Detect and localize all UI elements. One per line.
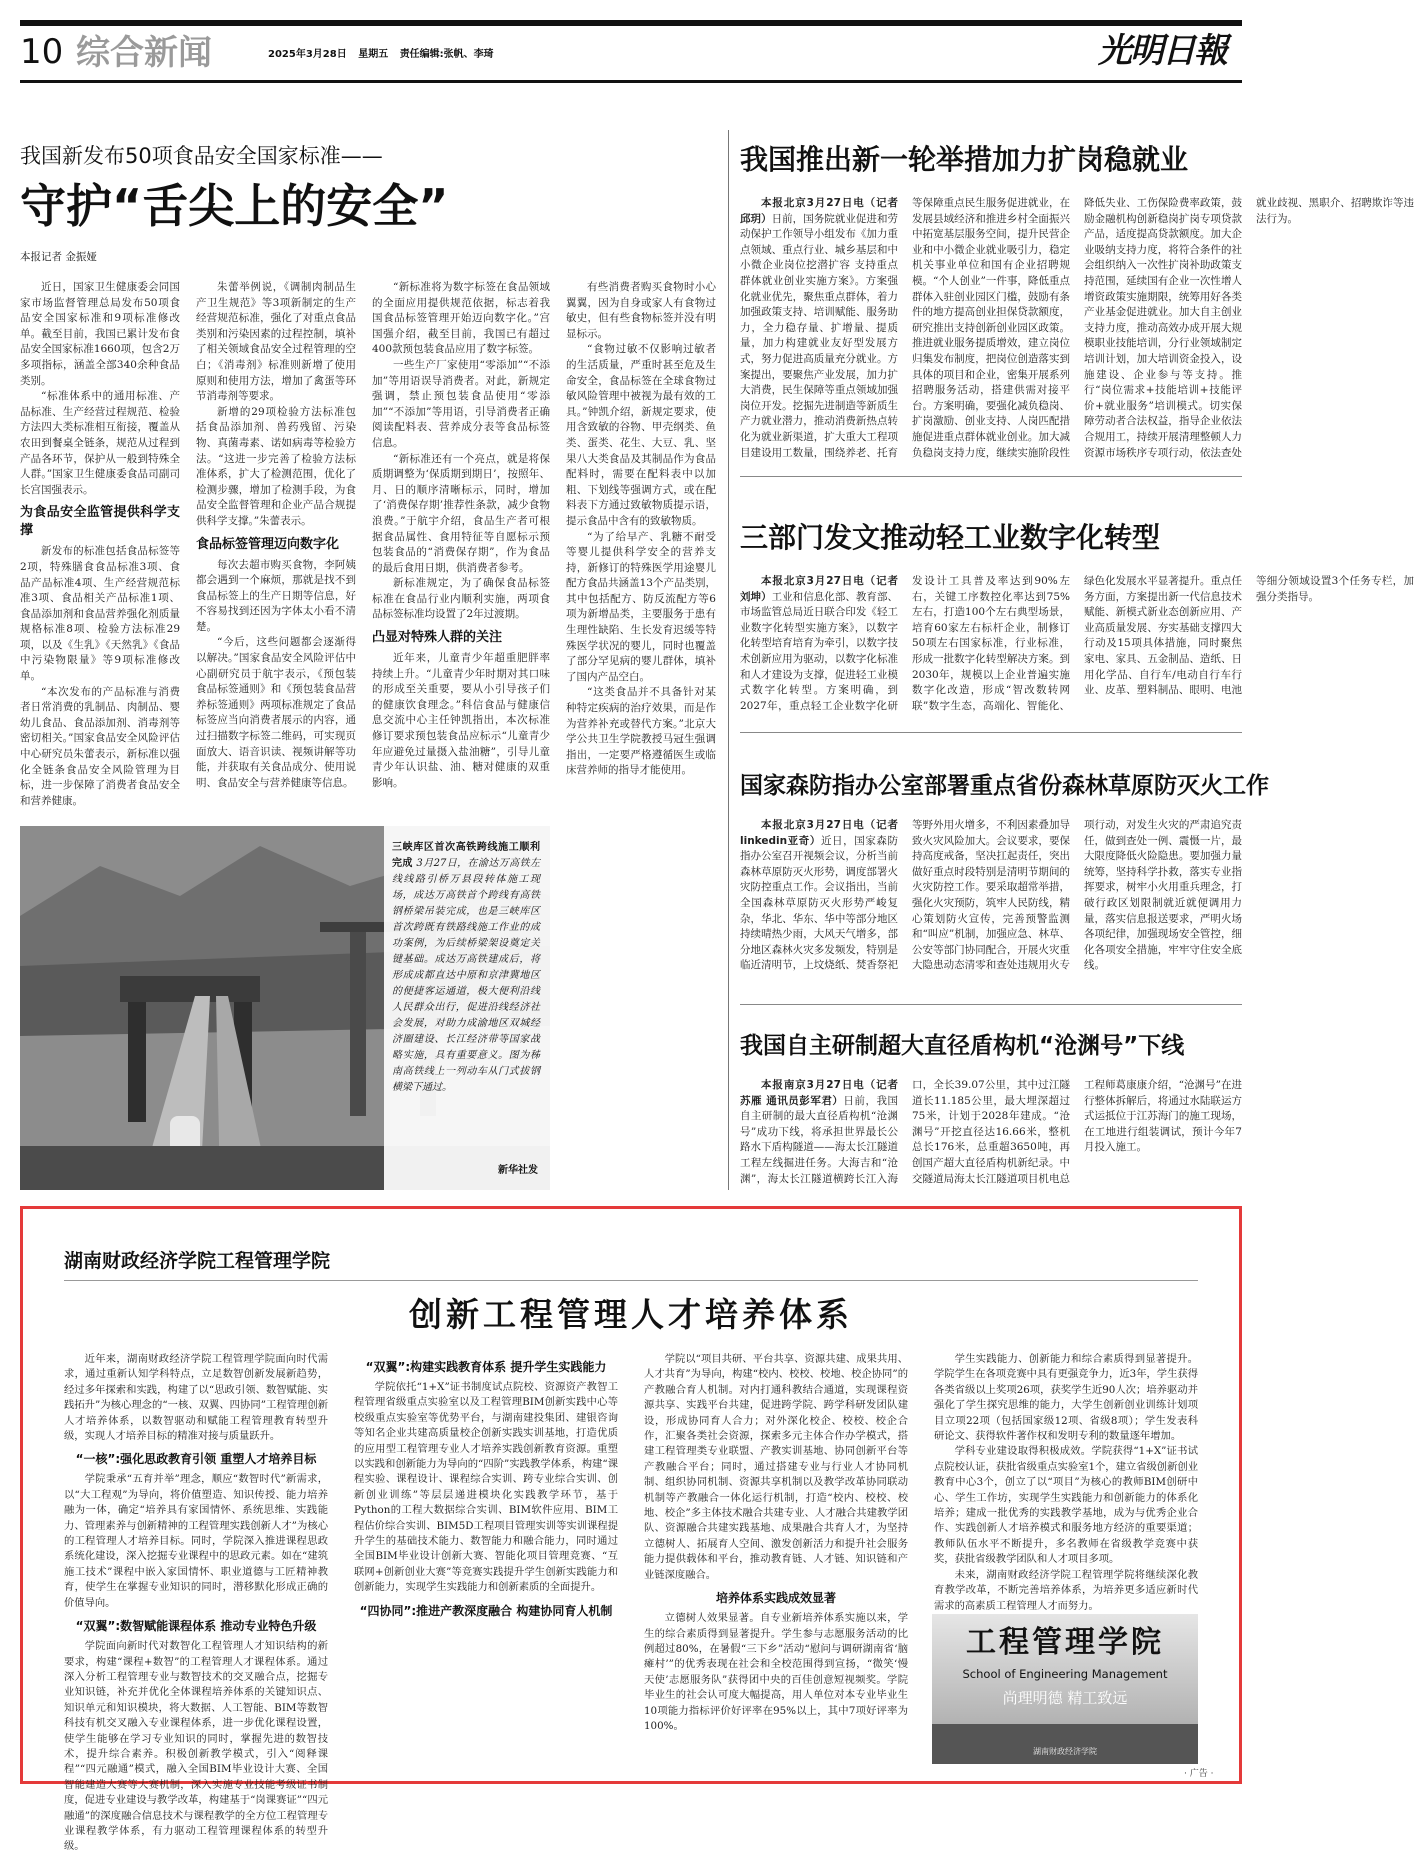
photo-caption-title: 三峡库区首次高铁跨线施工顺利完成: [392, 842, 540, 869]
article-body-employment: [740, 196, 1414, 466]
issue-info: [268, 48, 494, 62]
ad-paragraph: 立德树人效果显著。自专业新培养体系实施以来，学生的综合素质得到显著提升。学生参与志愿服务活动的比例超过80%，在暑假“三下乡”活动“慰问与调研湖南省‘脑瘫村’”的优秀表现在社会和全校范围得到宣扬，“微笑‘慢天使’志愿服务队”获得团中央的百佳创意短视频奖。学院毕业生的社会认可度大幅提高，用人单位对本专业毕业生10项能力指标评价好评率在95%以上，其中7项好评率为100%。: [644, 1612, 908, 1732]
ad-subhead: 培养体系实践成效显著: [715, 1591, 836, 1606]
logo-motto: 尚理明德 精工致远: [1002, 1689, 1128, 1707]
top-rule: [20, 20, 1242, 26]
lead-kicker: 我国新发布50项食品安全国家标准——: [20, 144, 383, 168]
ad-paragraph: 学科专业建设取得积极成效。学院获得“1+X”证书试点院校认证，获批省级重点实验室1个，建立省级创新创业教育中心3个，创立了以“项目”为核心的教师BIM创研中心、学生工作坊，实现学生实践能力和创新能力的体系化培养；建成一批优秀的实践教学基地，成为与优秀企业合作、实践创新人才培养模式和服务地方经济的重要渠道；教师队伍水平不断提升，多名教师在省级教学竞赛中获奖，获批省级教学团队和人才项目多项。: [934, 1445, 1198, 1566]
article-body-forestfire: [740, 818, 1242, 994]
article-dateline: 本报北京3月27日电（记者linkedin亚奇）: [740, 819, 898, 847]
lead-body: [20, 280, 550, 807]
masthead-rule: [20, 80, 1242, 83]
lead-paragraph: “新标准还有一个亮点，就是将保质期调整为‘保质期到期日’，按照年、月、日的顺序清晰标示，同时，增加了‘消费保存期’推荐性条款，减少食物浪费。”于航宇介绍，食品生产者可根据食品属性、食用特征等自愿标示预包装食品的“消费保存期”，作为食品的最后食用日期，供消费者参考。: [372, 452, 550, 574]
lead-paragraph: 有些消费者购买食物时小心翼翼，因为自身或家人有食物过敏史，但有些食物标签并没有明显标示。: [566, 281, 716, 340]
ad-subhead: “双翼”:数智赋能课程体系 推动专业特色升级: [75, 1619, 317, 1634]
article-text: 日前，我国自主研制的最大直径盾构机“沧渊号”成功下线，将承担世界最长公路水下盾构隧道——海太长江隧道工程左线掘进任务。大海吉和“沧渊”，海太长江隧道横跨长江入海口，全长39.07公里，其中过江隧道长11.185公里，最大埋深超过75米，计划于2028年建成。“沧渊号”开挖直径达16.66米，整机总长176米，总重超3650吨，再创国产超大直径盾构机新纪录。中交隧道局海太长江隧道项目机电总工程师葛康康介绍，“沧渊号”在进行整体拆解后，将通过水陆联运方式运抵位于江苏海门的施工现场，在工地进行组装调试，预计今年7月投入施工。: [740, 1079, 1242, 1185]
lead-paragraph: “食物过敏不仅影响过敏者的生活质量，严重时甚至危及生命安全，食品标签在全球食物过敏风险管理中被视为最有效的工具。”钟凯介绍，新规定要求，使用含致敏的谷物、甲壳纲类、鱼类、蛋类、花生、大豆、乳、坚果八大类食品及其制品作为食品配料时，需要在配料表中以加粗、下划线等强调方式，或在配料表下方通过致敏物质提示语，提示食品中含有的致敏物质。: [566, 343, 716, 527]
lead-paragraph: 新增的29项检验方法标准包括食品添加剂、兽药残留、污染物、真菌毒素、诺如病毒等检验方法。“这进一步完善了检验方法标准体系，扩大了检测范围，优化了检测步骤，增加了检测手段，为食品安全监督管理和企业产品合规提供科学支撑。”朱蕾表示。: [196, 405, 356, 527]
news-photo: [20, 826, 550, 1190]
lead-paragraph: 朱蕾举例说，《调制肉制品生产卫生规范》等3项新制定的生产经营规范标准，强化了对重点食品类别和污染因素的过程控制，填补了相关领域食品安全过程管理的空白；《消毒剂》标准则新增了使用原则和使用方法，增加了禽蛋等环节消毒剂等要求。: [196, 281, 356, 403]
lead-paragraph: 新发布的标准包括食品标签等2项，特殊膳食食品标准3项、食品产品标准4项、生产经营规范标准3项、食品相关产品标准1项、食品添加剂和食品营养强化剂质量规格标准8项、检验方法标准29项，以及《生乳》《天然乳》《食品中污染物限量》等9项标准修改单。: [20, 545, 180, 683]
lead-paragraph: 近年来，儿童青少年超重肥胖率持续上升。“儿童青少年时期对其口味的形成至关重要，要从小引导孩子们的健康饮食理念。”科信食品与健康信息交流中心主任钟凯指出，本次标准修订要求预包装食品应标示“儿童青少年应避免过量摄入盐油糖”，引导儿童青少年认识盐、油、糖对健康的双重影响。: [372, 652, 550, 789]
issue-editors: 责任编辑:张帆、李琦: [399, 49, 494, 60]
lead-paragraph: 每次去超市购买食物，李阿姨都会遇到一个麻烦，那就是找不到食品标签上的生产日期等信息，好不容易找到还因为字体太小看不清楚。: [196, 558, 356, 633]
article-title-employment: 我国推出新一轮举措加力扩岗稳就业: [740, 143, 1189, 176]
lead-col-1: [20, 280, 180, 807]
article-divider: [740, 732, 1242, 733]
article-text: 日前，国务院就业促进和劳动保护工作领导小组发布《加力重点领域、重点行业、城乡基层和中小微企业岗位挖潜扩容 支持重点群体就业创业实施方案》。方案强化就业优先，聚焦重点群体，着力加强政策支持、培训赋能、服务助力，全力稳存量、扩增量、提质量，加力构建就业友好型发展方式，努力促进高质量充分就业。方案提出，要聚焦产业发展，加力扩大消费，民生保障等重点领域加强岗位开发。挖掘先进制造等新质生产力就业潜力，推动消费新热点转化为就业新渠道，扩大重大工程项目建设用工数量，围绕养老、托育等保障重点民生服务促进就业，在发展县域经济和推进乡村全面振兴中拓宽基层服务空间，提升民营企业和中小微企业就业吸引力，稳定机关事业单位和国有企业招聘规模。“个人创业”一件事，降低重点群体入驻创业园区门槛，鼓励有条件的地方提高创业担保贷款额度，研究推出支持创新创业园区政策。推进就业服务提质增效，建立岗位归集发布制度，把岗位创造落实到具体的项目和企业，密集开展系列招聘服务活动，搭建供需对接平台。方案明确，要强化减负稳岗、扩岗激励、创业支持、人岗匹配措施促进重点群体就业创业。加大减负稳岗支持力度，继续实施阶段性降低失业、工伤保险费率政策，鼓励金融机构创新稳岗扩岗专项贷款产品，适度提高贷款额度。加大企业吸纳支持力度，将符合条件的社会组织纳入一次性扩岗补助政策支持范围，延续国有企业一次性增人增资政策实施期限，统筹用好各类产业基金促进就业。加大自主创业支持力度，推动高效办成开展大规模职业技能培训，分行业领域制定培训计划，加大培训资金投入，设施建设、企业参与等支持。推行“岗位需求+技能培训+技能评价+就业服务”培训模式。切实保障劳动者合法权益，指导企业依法合规用工，持续开展清理整顿人力资源市场秩序专项行动，依法查处就业歧视、黑职介、招聘欺诈等违法行为。: [740, 197, 1414, 459]
article-title-lightindustry: 三部门发文推动轻工业数字化转型: [740, 521, 1161, 554]
column-divider: [728, 130, 729, 1190]
page-number: 10: [20, 32, 64, 72]
issue-date: 2025年3月28日: [268, 49, 347, 60]
article-dateline: 本报南京3月27日电（记者苏雁 通讯员彭军君）: [740, 1079, 898, 1107]
lead-subhead: 食品标签管理迈向数字化: [196, 536, 340, 552]
section-name: 综合新闻: [76, 33, 212, 73]
article-text: 工业和信息化部、教育部、市场监管总局近日联合印发《轻工业数字化转型实施方案》，以数字化转型培育培育为牵引，以数字技术创新应用为驱动，以数字化标准和人才建设为支撑，促进轻工业模式数字化转型。方案明确，到2027年，重点轻工企业数字化研发设计工具普及率达到90%左右，关键工序数控化率达到75%左右，打造100个左右典型场景，培育60家左右标杆企业，制修订50项左右国家标准，行业标准，形成一批数字化转型解决方案。到2030年，规模以上企业普遍实施数字化改造，形成“智改数转网联”数字生态，高端化、智能化、绿色化发展水平显著提升。重点任务方面，方案提出新一代信息技术赋能、新模式新业态创新应用、产业高质量发展、夯实基础支撑四大行动及15项具体措施，同时聚焦家电、家具、五金制品、造纸、日用化学品、自行车/电动自行车行业、皮革、塑料制品、眼明、电池等细分领域设置3个任务专栏，加强分类指导。: [740, 575, 1414, 712]
ad-col-3: [644, 1352, 908, 1764]
ad-mark: · 广告 ·: [1184, 1769, 1214, 1779]
article-title-tbm: 我国自主研制超大直径盾构机“沧渊号”下线: [740, 1033, 1185, 1059]
article-divider: [740, 1004, 1242, 1005]
lead-paragraph: “新标准将为数字标签在食品领域的全面应用提供规范依据，标志着我国食品标签管理开始迈向数字化。”宫国强介绍，截至目前，我国已有超过400款预包装食品应用了数字标签。: [372, 281, 550, 356]
ad-subhead: “一核”:强化思政教育引领 重塑人才培养目标: [75, 1452, 317, 1467]
lead-title: 守护“舌尖上的安全”: [20, 179, 449, 233]
ad-col-2: [354, 1352, 618, 1764]
lead-paragraph: “这类食品并不具备针对某种特定疾病的治疗效果，而是作为营养补充或替代方案。”北京大学公共卫生学院教授马冠生强调指出，一定要严格遵循医生或临床营养师的指导才能使用。: [566, 686, 716, 777]
issue-weekday: 星期五: [358, 49, 389, 60]
lead-subhead: 为食品安全监管提供科学支撑: [20, 505, 180, 539]
article-dateline: 本报北京3月27日电（记者邱玥）: [740, 197, 898, 225]
lead-col-4: [566, 280, 716, 800]
lead-paragraph: “本次发布的产品标准与消费者日常消费的乳制品、肉制品、婴幼儿食品、食品添加剂、消毒剂等密切相关。”国家食品安全风险评估中心研究员朱蕾表示，新标准以强化全链条食品安全风险管理为目标，进一步保障了消费者食品安全和营养健康。: [20, 685, 180, 807]
logo-sub: 湖南财政经济学院: [1033, 1747, 1097, 1756]
article-text: 近日，国家森防指办公室召开视频会议，分析当前森林草原防灭火形势，调度部署火灾防控重点工作。会议指出，当前全国森林草原防灭火形势严峻复杂，华北、华东、华中等部分地区持续晴热少雨，大风天气增多，部分地区森林火灾多发频发，特别是临近清明节，上坟烧纸、焚香祭祀等野外用火增多，不利因素叠加导致火灾风险加大。会议要求，要保持高度戒备，坚决扛起责任，突出做好重点时段特别是清明节期间的火灾防控工作。要采取超常举措，强化火灾预防，筑牢人民防线，精心策划防火宣传，完善预警监测和“叫应”机制，加强应急、林草、公安等部门协同配合，开展火灾重大隐患动态清零和查处违规用火专项行动，对发生火灾的严肃追究责任，做到查处一例、震慑一片，最大限度降低火险隐患。要加强力量统筹，坚持科学扑救，落实专业指挥要求，树牢小火用重兵理念，打破行政区划限制就近就便调用力量，落实信息报送要求，严明火场各项纪律，加强现场安全管控，细化各项安全措施，牢牢守住安全底线。: [740, 819, 1242, 972]
ad-rule: [64, 1280, 1198, 1281]
lead-paragraph: “标准体系中的通用标准、产品标准、生产经营过程规范、检验方法四大类标准相互衔接，覆盖从农田到餐桌全链条，规范从过程到产品各环节，保护从一般到特殊全人群。”国家卫生健康委食品司副司长宫国强表示。: [20, 390, 180, 496]
ad-subhead: “双翼”:构建实践教育体系 提升学生实践能力: [365, 1360, 607, 1374]
ad-paragraph: 学生实践能力、创新能力和综合素质得到显著提升。学院学生在各项竞赛中具有更强竞争力，近3年，学生获得各类省级以上奖项26项，获奖学生近90人次；培养驱动并强化了学生探究思维的能力，大学生创新创业训练计划项目立项22项（包括国家级12项、省级8项）；学生发表科研论文、获得软件著作权和发明专利的数量逐年增加。: [934, 1353, 1198, 1443]
lead-paragraph: “今后，这些问题都会逐渐得以解决。”国家食品安全风险评估中心副研究员于航宇表示，《预包装食品标签通则》和《预包装食品营养标签通则》两项标准规定了食品标签应当向消费者展示的内容，通过扫描数字标签二维码，可实现页面放大、语音识读、视频讲解等功能，并获取有关食品成分、使用说明、食品安全与营养健康等信息。: [196, 636, 356, 789]
lead-paragraph: “为了给早产、乳糖不耐受等婴儿提供科学安全的营养支持，新修订的特殊医学用途婴儿配方食品共涵盖13个产品类别，其中包括配方、防反流配方等6项为新增品类，主要服务于患有生理性缺陷、生长发育迟缓等特殊医学状况的婴儿，同时也覆盖了部分罕见病的婴儿群体，填补了国内产品空白。: [566, 530, 716, 683]
lead-col-3: [372, 280, 550, 800]
lead-byline: 本报记者 金振娅: [20, 251, 97, 263]
photo-credit: 新华社发: [498, 1165, 538, 1176]
ad-title: 创新工程管理人才培养体系: [409, 1295, 853, 1334]
paper-logo: 光明日報: [1098, 31, 1226, 71]
lead-paragraph: 新标准规定，为了确保食品标签标准在食品行业内顺利实施，两项食品标签标准均设置了2年过渡期。: [372, 577, 550, 621]
lead-paragraph: 近日，国家卫生健康委会同国家市场监督管理总局发布50项食品安全国家标准和9项标准修改单。截至目前，我国已累计发布食品安全国家标准1660项，包含2万多项指标，涵盖全部340余种食品类别。: [20, 281, 180, 387]
photo-caption: [392, 840, 540, 1096]
logo-name-en: School of Engineering Management: [962, 1667, 1168, 1681]
logo-building-base: [932, 1724, 1198, 1764]
article-dateline: 本报北京3月27日电（记者刘坤）: [740, 575, 898, 603]
article-body-tbm: [740, 1078, 1242, 1190]
ad-subhead: “四协同”:推进产教深度融合 构建协同育人机制: [359, 1603, 613, 1618]
photo-caption-body: 3月27日，在渝达万高铁左线线路引桥万县段转体施工现场，成达万高铁首个跨线有高铁钢桥梁吊装完成，也是三峡库区首次跨既有铁路线施工作业的成功案例，为后续桥梁架设奠定关键基础。成达万高铁建成后，将形成成都直达中原和京津冀地区的便捷客运通道，极大便利沿线人民群众出行，促进沿线经济社会发展，对助力成渝地区双城经济圈建设、长江经济带等国家战略实施，具有重要意义。图为秭南高铁线上一列动车从门式拔钢横梁下通过。: [392, 858, 541, 1093]
ad-paragraph: 学院以“项目共研、平台共享、资源共建、成果共用、人才共育”为导向，构建“校内、校校、校地、校企协同”的产教融合育人机制。对内打通科教结合通道，实现课程资源共享、实践平台共建，促进跨学院、跨学科研发团队建设，形成协同育人合力；对外深化校企、校校、校企合作，汇聚各类社会资源，探索多元主体合作办学模式，搭建工程管理类专业联盟、产教实训基地、协同创新平台等产教融合平台；同时，通过搭建专业与行业人才协同机制、组织协同机制、资源共享机制以及教学改革协同联动机制等产教融合一体化运行机制，打造“校内、校校、校地、校企”多主体技术融合共建专业、人才融合共建教学团队、资源融合共建实践基地、成果融合共育人才，为坚持立德树人、拓展育人空间、激发创新活力和提升社会服务能力提供载体和平台，推动教育链、人才链、知识链和产业链深度融合。: [644, 1353, 908, 1581]
article-divider: [740, 476, 1242, 477]
lead-paragraph: 一些生产厂家使用“零添加”“不添加”等用语误导消费者。对此，新规定强调，禁止预包装食品使用“零添加”“不添加”等用语，引导消费者正确阅读配料表、营养成分表等食品标签信息。: [372, 358, 550, 449]
ad-paragraph: 近年来，湖南财政经济学院工程管理学院面向时代需求，通过重新认知学科特点，立足数智创新发展新趋势，经过多年探索和实践，构建了以“思政引领、数智赋能、实践拓升”为核心理念的“一核、双翼、四协同”工程管理创新人才培养体系，以数智驱动和赋能工程管理教育转型升级，实现人才培养目标的精准对接与质量跃升。: [64, 1353, 328, 1443]
lead-subhead: 凸显对特殊人群的关注: [372, 630, 503, 646]
logo-name-cn: 工程管理学院: [966, 1625, 1164, 1660]
ad-paragraph: 学院面向新时代对数智化工程管理人才知识结构的新要求，构建“课程+数智”的工程管理人才课程体系。通过深入分析工程管理专业与数智技术的交叉融合点，挖掘专业知识链，补充并优化全体课程培养体系的关键知识点、知识单元和知识模块，将大数据、人工智能、BIM等数智科技有机交叉融入专业课程体系，进一步优化课程设置，使学生能够在学习专业知识的同时，掌握先进的数智技术，提升综合素养。积极创新教学模式，引入“阅释课程”“四元融通”模式，融入全国BIM毕业设计大赛、全国智能建造大赛等大赛机制，深入实施专业技能考级证书制度，促进专业建设与教学改革，构建基于“岗课赛证”“四元融通”的深度融合信息技术与课程教学的全方位工程管理专业课程教学体系，有力驱动工程管理课程体系的转型升级。: [64, 1640, 328, 1853]
ad-col-1: [64, 1352, 328, 1853]
lead-col-2: [196, 280, 356, 800]
article-title-forestfire: 国家森防指办公室部署重点省份森林草原防灭火工作: [740, 773, 1269, 799]
ad-org-name: 湖南财政经济学院工程管理学院: [64, 1250, 331, 1272]
school-logo: [932, 1614, 1198, 1764]
ad-paragraph: 学院秉承“五育并举”理念，顺应“数智时代”新需求，以“大工程观”为导向，将价值塑造、知识传授、能力培养融为一体，确定“培养具有家国情怀、系统思维、实践能力、管理素养与创新精神的工程管理实践创新人才”为核心的工程管理人才培养目标。同时，学院深入推进课程思政系统化建设，深入挖掘专业课程中的思政元素。如在“建筑施工技术”课程中嵌入家国情怀、职业道德与工匠精神教育，使学生在掌握专业知识的同时，潜移默化形成正确的价值导向。: [64, 1473, 328, 1609]
article-body-lightindustry: [740, 574, 1414, 722]
ad-paragraph: 未来，湖南财政经济学院工程管理学院将继续深化教育教学改革，不断完善培养体系，为培养更多适应新时代需求的高素质工程管理人才而努力。: [934, 1568, 1198, 1612]
lead-body-continued: [566, 280, 716, 800]
ad-paragraph: 学院依托“1+X”证书制度试点院校、资源资产教智工程管理省级重点实验室以及工程管理BIM创新实践中心等校级重点实验室等优势平台，与湖南建投集团、建银咨询等知名企业共建高质量校企创新实践实训基地，打造优质的应用型工程管理专业人才培养实践创新教育资源。重塑以实践和创新能力为导向的“四阶”实践教学体系，构建“课程实验、课程设计、课程综合实训、跨专业综合实训、创新创业训练”等层层递进模块化实践教学环节，基于Python的工程大数据综合实训、BIM软件应用、BIM工程估价综合实训、BIM5D工程项目管理实训等实训课程提升学生的基础技术能力、数智能力和融合能力，同时通过全国BIM毕业设计创新大赛、智能化项目管理竞赛、“互联网+创新创业大赛”等竞赛实践提升学生创新实践能力和创新能力，实现学生实践能力和创新素质的全面提升。: [354, 1381, 618, 1594]
